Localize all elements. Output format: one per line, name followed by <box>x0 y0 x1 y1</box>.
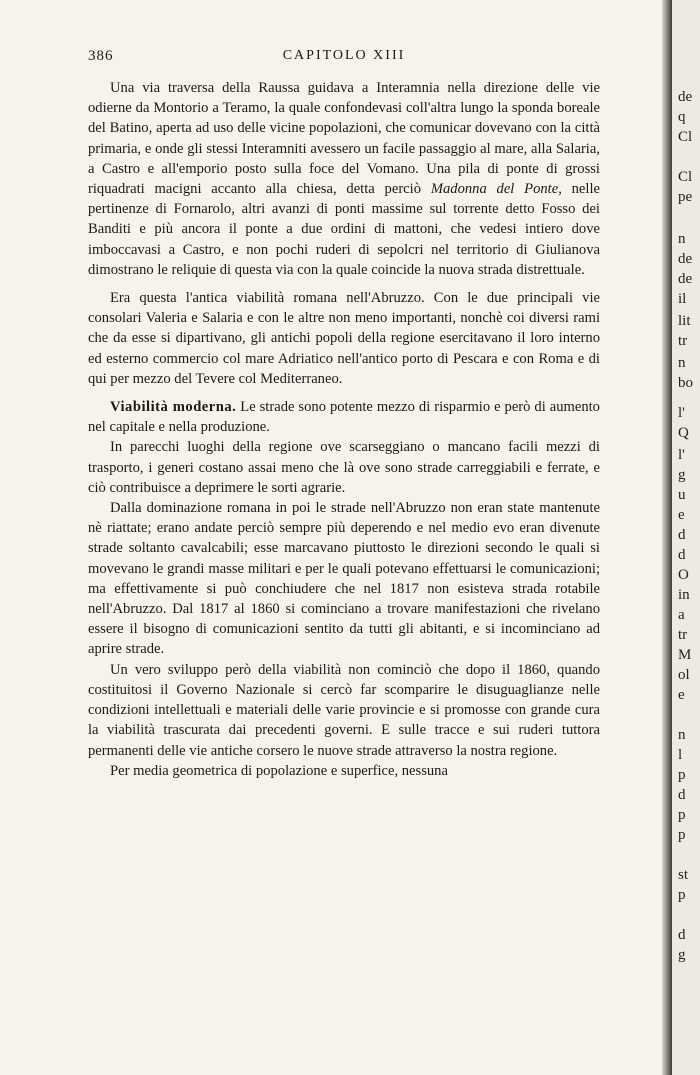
text-run: In parecchi luoghi della regione ove scarseggiano o mancano facili mezzi di trasporto, i generi costano assai meno che là ove sono strade carreggiabili e ferrate, e ciò contribuisce a deprimere le sorti agrarie. <box>88 439 600 496</box>
paragraph-via-traversa <box>88 78 600 280</box>
facing-page-fragment: Cl <box>678 169 693 185</box>
running-header <box>88 48 600 72</box>
facing-page-fragment: l' <box>678 405 685 421</box>
body-text <box>88 78 600 781</box>
facing-page-fragment: e <box>678 687 685 703</box>
facing-page-fragment: de <box>678 271 693 287</box>
facing-page-fragment: g <box>678 947 686 963</box>
facing-page-fragment: l' <box>678 447 685 463</box>
page-number: 386 <box>88 48 114 64</box>
facing-page-fragment: a <box>678 607 685 623</box>
facing-page-fragment: q <box>678 109 686 125</box>
facing-page-fragment: tr <box>678 627 688 643</box>
text-run: Un vero sviluppo però della viabilità non cominciò che dopo il 1860, quando costituitosi il Governo Nazionale si cercò far scomparire le disuguaglianze nelle condizioni intellettuali e materiali delle varie provincie e si promosse con grande cura la viabilità trascurata dai precedenti governi. E sulle tracce e sui ruderi tuttora permanenti delle vie antiche corsero le nuove strade attraverso la nostra regione. <box>88 661 600 759</box>
text-run: , nelle pertinenze di Fornarolo, altri avanzi di ponti massime sul torrente detto Fosso dei Banditi e più ancora il ponte a due ordini di mattoni, che vedesi intiero dove imboccavasi a Castro, e non pochi ruderi di sepolcri nel territorio di Giulianova dimostrano le reliquie di questa via con la quale coincide la nuova strada distrettuale. <box>88 181 600 278</box>
facing-page-fragment: d <box>678 927 686 943</box>
facing-page-fragment: d <box>678 547 686 563</box>
facing-page-fragment: de <box>678 251 693 267</box>
facing-page-fragment: p <box>678 767 686 783</box>
facing-page-fragment: st <box>678 867 689 883</box>
text-run: Dalla dominazione romana in poi le strade nell'Abruzzo non eran state mantenute nè riattate; erano andate perciò sempre più deperendo e nel medio evo eran divenute strade soltanto cavalcabili; esse marcavano piuttosto le direzioni secondo le quali si movevano le grandi masse militari e per le quali potevano effettuarsi le comunicazioni; ma effettivamente si può conchiudere che nel 1817 non esisteva strada rotabile nell'Abruzzo. Dal 1817 al 1860 si cominciano a trovare manifestazioni che rivelano essere il bisogno di comunicazioni sentito da tutti gli abitanti, e si incominciano ad aprire strade. <box>88 500 600 658</box>
facing-page-fragment: l <box>678 747 683 763</box>
facing-page-fragment: in <box>678 587 690 603</box>
text-run: Era questa l'antica viabilità romana nell'Abruzzo. Con le due principali vie consolari Valeria e Salaria e con le altre non meno importanti, nonchè coi diversi rami che da esse si dipartivano, gli antichi popoli della regione esercitavano il loro interno ed esterno commercio col mare Adriatico nell'antico porto di Pescara e con Roma e di qui per mezzo del Tevere col Mediterraneo. <box>88 290 600 387</box>
facing-page-fragment: de <box>678 89 693 105</box>
facing-page-fragment: p <box>678 807 686 823</box>
paragraph-viabilita-moderna <box>88 397 600 437</box>
facing-page-fragment: Q <box>678 425 689 441</box>
chapter-title: CAPITOLO XIII <box>282 48 406 63</box>
facing-page-fragment: tr <box>678 333 688 349</box>
paragraph-sviluppo-1860 <box>88 660 600 761</box>
facing-page-fragment: lit <box>678 313 691 329</box>
italic-text: Madonna del Ponte <box>430 181 559 198</box>
facing-page-fragment: O <box>678 567 689 583</box>
facing-page-fragment: Cl <box>678 129 693 145</box>
facing-page-fragment: il <box>678 291 687 307</box>
paragraph-antica-viabilita <box>88 288 600 389</box>
section-heading: Viabilità moderna. <box>110 399 237 416</box>
paragraph-media-geometrica <box>88 761 600 781</box>
facing-page-fragment: d <box>678 527 686 543</box>
text-run: Una via traversa della Raussa guidava a Interamnia nella direzione delle vie odierne da Montorio a Teramo, la quale confondevasi coll'altra lungo la sponda boreale del Batino, aperta ad uso delle vicine popolazioni, che comunicar dovevano con la città primaria, e onde gli stessi Interamniti avessero un facile passaggio al mare, alla Salaria, a Castro e all'emporio posto sulla foce del Vomano. Una pila di ponte di grossi riquadrati macigni accanto alla chiesa, detta perciò <box>88 80 600 198</box>
book-gutter <box>662 0 672 1075</box>
facing-page-fragment: n <box>678 355 686 371</box>
facing-page-fragment: n <box>678 231 686 247</box>
text-run: Per media geometrica di popolazione e superfice, nessuna <box>110 762 448 779</box>
facing-page-fragment: g <box>678 467 686 483</box>
facing-page-fragment: M <box>678 647 692 663</box>
facing-page-fragment: u <box>678 487 686 503</box>
facing-page-fragment: p <box>678 887 686 903</box>
facing-page-fragment: bo <box>678 375 693 391</box>
paragraph-mezzi-trasporto <box>88 437 600 498</box>
text-run: Le strade sono potente mezzo di risparmio e però di aumento nel capitale e nella produzione. <box>88 399 600 436</box>
facing-page-fragment: n <box>678 727 686 743</box>
facing-page-edge <box>672 0 700 1075</box>
facing-page-fragment: e <box>678 507 685 523</box>
facing-page-fragment: d <box>678 787 686 803</box>
paragraph-dominazione-romana <box>88 498 600 660</box>
facing-page-fragment: pe <box>678 189 693 205</box>
facing-page-fragment: ol <box>678 667 690 683</box>
facing-page-fragment: p <box>678 827 686 843</box>
